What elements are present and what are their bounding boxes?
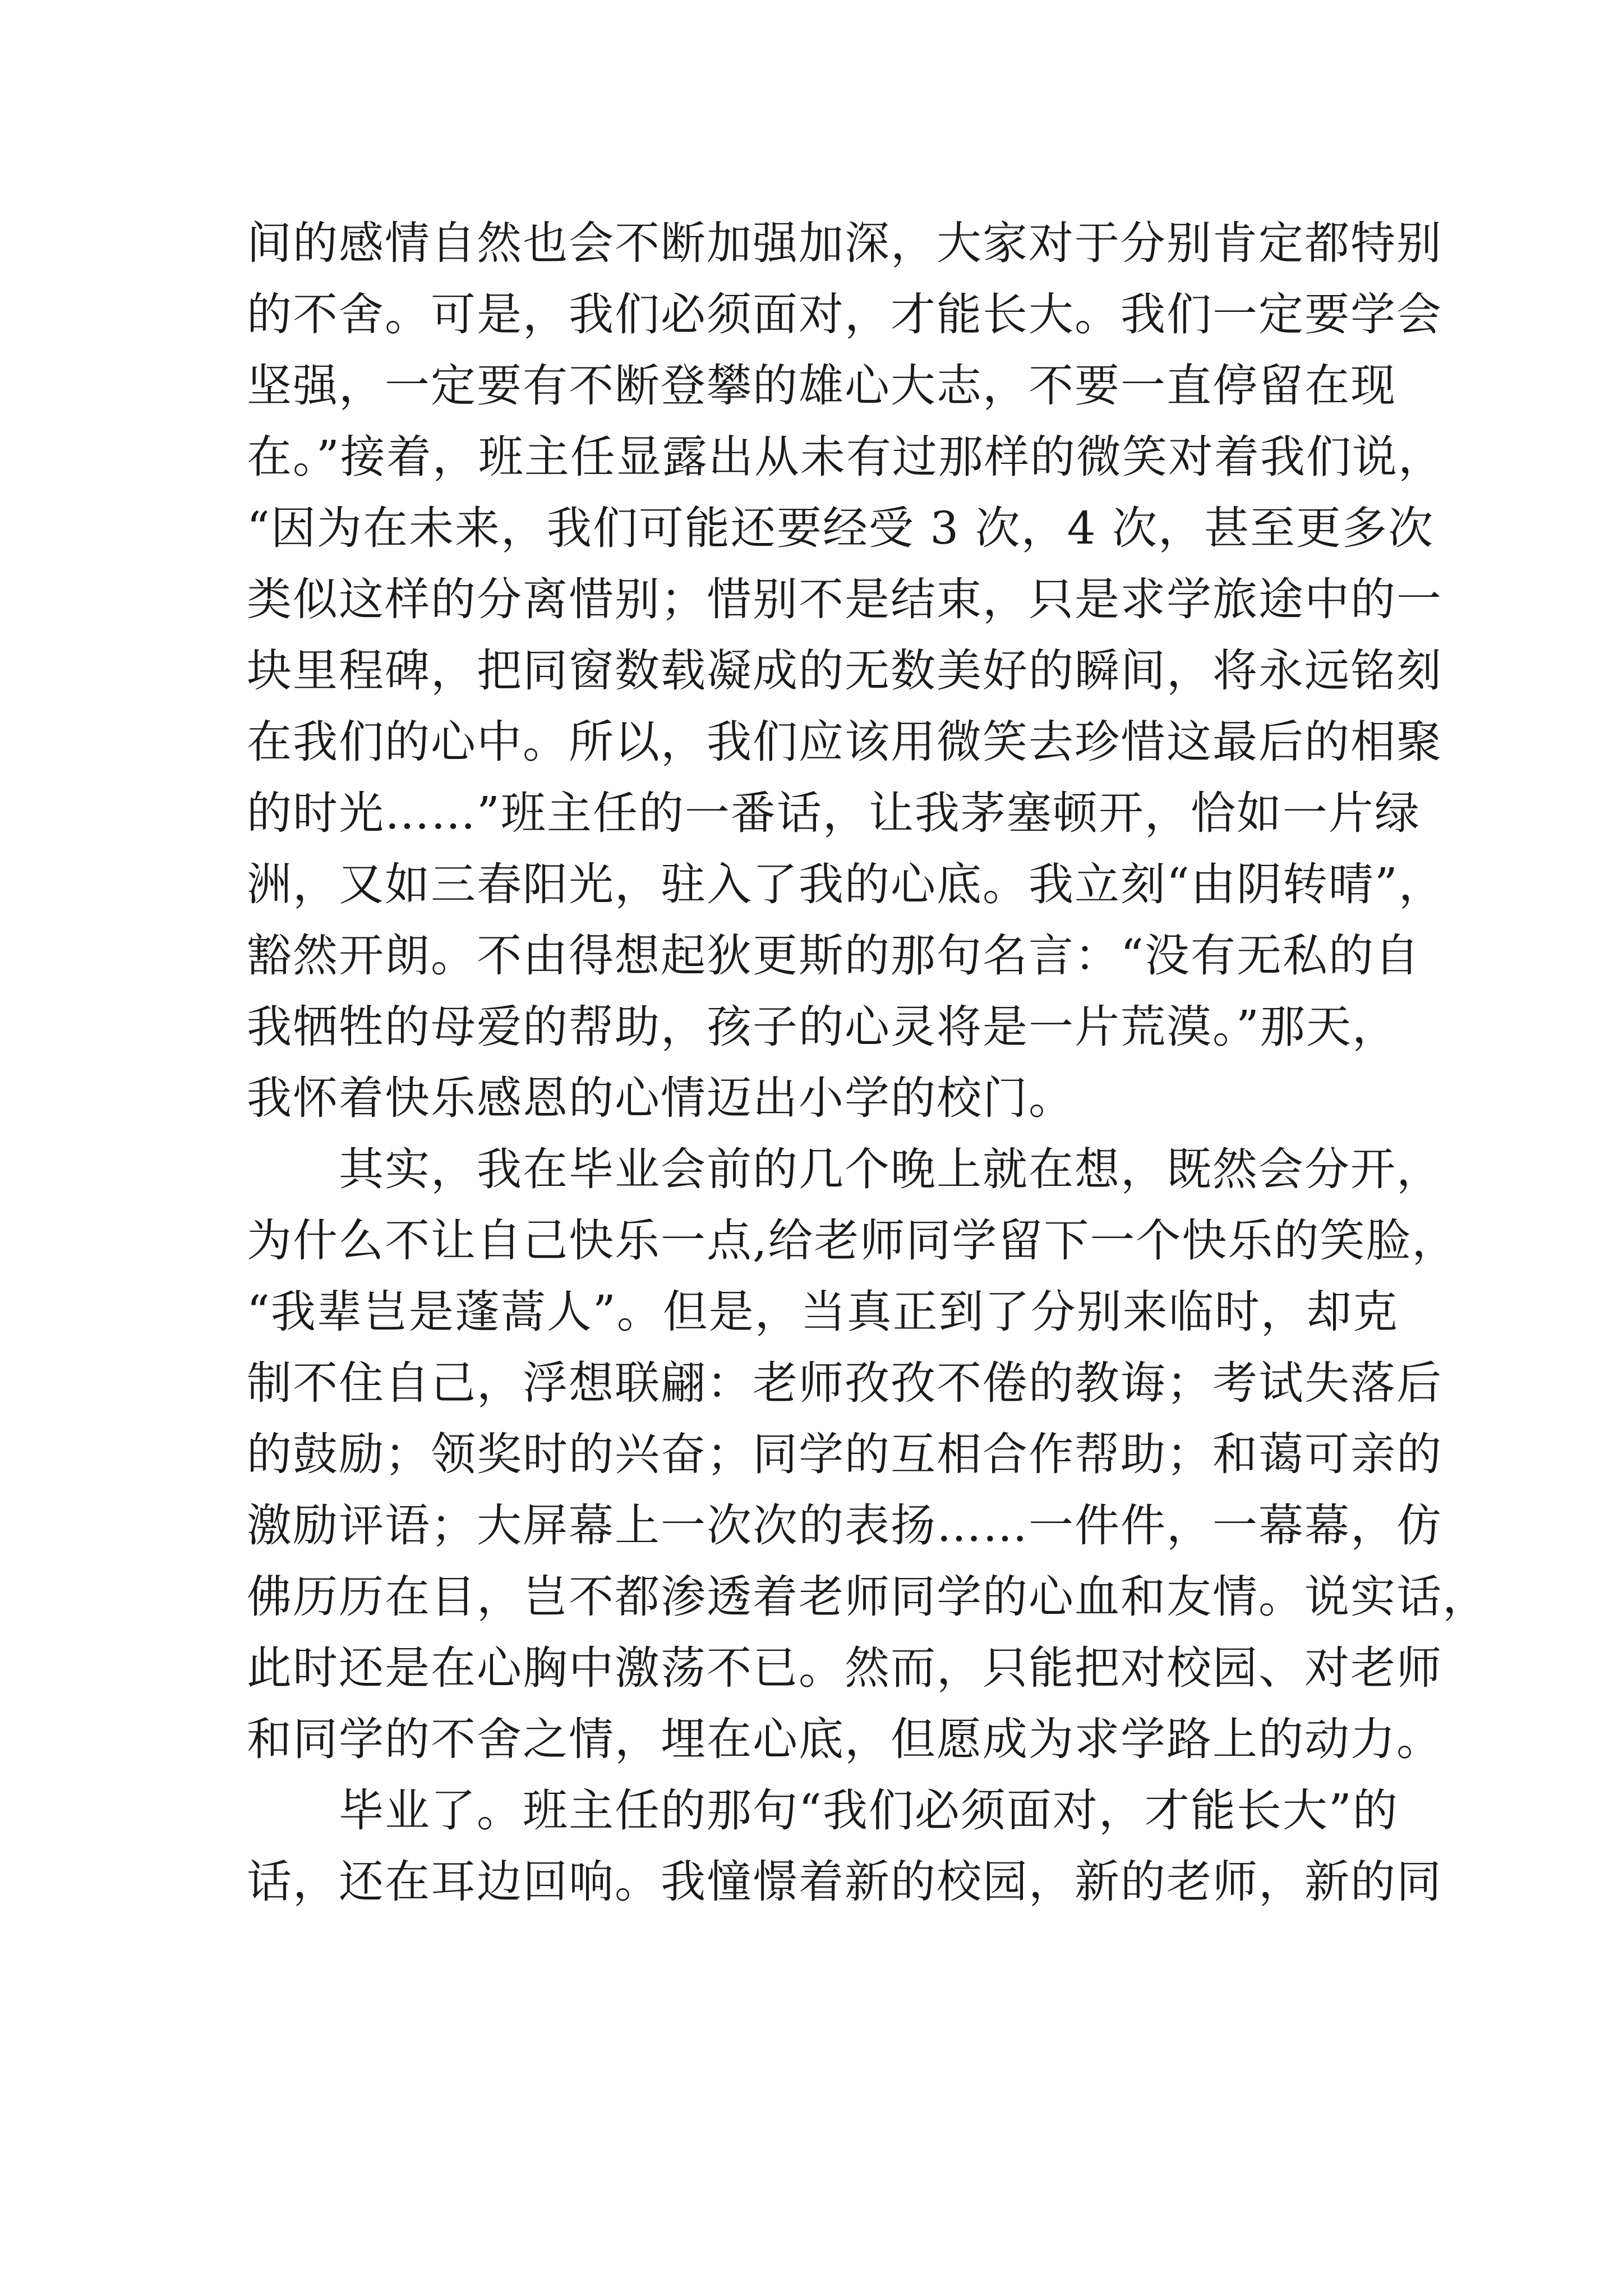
text-line: 佛历历在目，岂不都渗透着老师同学的心血和友情。说实话， — [247, 1571, 1488, 1623]
text-line: 间的感情自然也会不断加强加深，大家对于分别肯定都特别 — [247, 217, 1442, 269]
text-line: 我牺牲的母爱的帮助，孩子的心灵将是一片荒漠。”那天， — [247, 1001, 1398, 1053]
text-line: 此时还是在心胸中激荡不已。然而，只能把对校园、对老师 — [247, 1642, 1442, 1694]
text-line: 在我们的心中。所以，我们应该用微笑去珍惜这最后的相聚 — [247, 716, 1442, 768]
text-line: “因为在未来，我们可能还要经受 3 次，4 次，甚至更多次 — [247, 502, 1434, 554]
text-line: 和同学的不舍之情，埋在心底，但愿成为求学路上的动力。 — [247, 1713, 1442, 1765]
text-line: 的鼓励；领奖时的兴奋；同学的互相合作帮助；和蔼可亲的 — [247, 1428, 1442, 1480]
text-line: 制不住自己，浮想联翩：老师孜孜不倦的教诲；考试失落后 — [247, 1357, 1442, 1409]
paragraph-start-line: 其实，我在毕业会前的几个晚上就在想，既然会分开， — [339, 1143, 1442, 1195]
text-line: 豁然开朗。不由得想起狄更斯的那句名言：“没有无私的自 — [247, 930, 1421, 982]
paragraph-start-line: 毕业了。班主任的那句“我们必须面对，才能长大”的 — [339, 1784, 1399, 1837]
text-line: 为什么不让自己快乐一点,给老师同学留下一个快乐的笑脸， — [247, 1214, 1458, 1267]
text-line: 我怀着快乐感恩的心情迈出小学的校门。 — [247, 1072, 1075, 1124]
text-line: 的时光……”班主任的一番话，让我茅塞顿开，恰如一片绿 — [247, 787, 1421, 839]
text-line: 块里程碑，把同窗数载凝成的无数美好的瞬间，将永远铭刻 — [247, 645, 1442, 697]
text-line: 的不舍。可是，我们必须面对，才能长大。我们一定要学会 — [247, 288, 1442, 341]
text-line: 在。”接着，班主任显露出从未有过那样的微笑对着我们说， — [247, 431, 1444, 483]
text-line: 话，还在耳边回响。我憧憬着新的校园，新的老师，新的同 — [247, 1856, 1442, 1908]
text-line: 洲，又如三春阳光，驻入了我的心底。我立刻“由阴转晴”， — [247, 858, 1445, 910]
body-text — [247, 208, 1488, 1917]
text-line: 坚强，一定要有不断登攀的雄心大志，不要一直停留在现 — [247, 360, 1396, 412]
text-line: “我辈岂是蓬蒿人”。但是，当真正到了分别来临时，却克 — [247, 1286, 1399, 1338]
text-line: 激励评语；大屏幕上一次次的表扬……一件件，一幕幕，仿 — [247, 1499, 1442, 1552]
text-line: 类似这样的分离惜别；惜别不是结束，只是求学旅途中的一 — [247, 573, 1442, 625]
